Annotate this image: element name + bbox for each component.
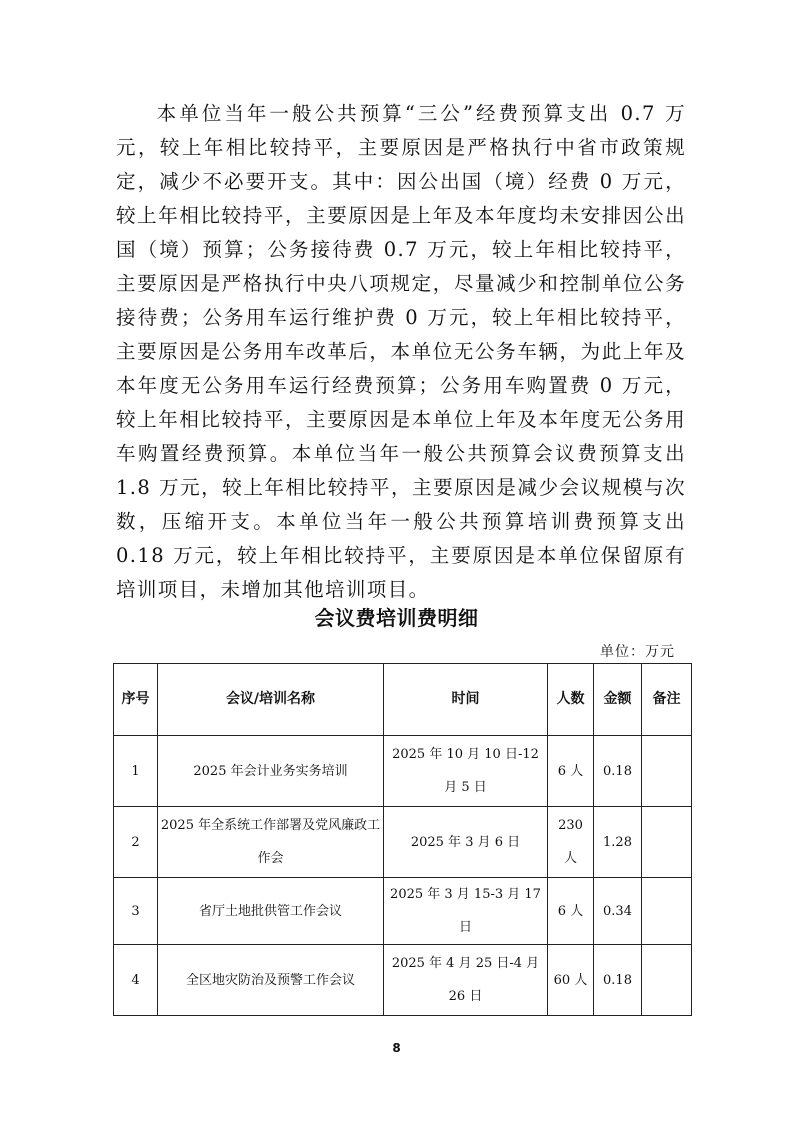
cell-remark: [642, 945, 692, 1016]
body-paragraph-text: 本单位当年一般公共预算“三公”经费预算支出 0.7 万元，较上年相比较持平，主要原因是严格执行中省市政策规定，减少不必要开支。其中：因公出国（境）经费 0 万元，较上年相比较持平，主要原因是上年及本年度均未安排因公出国（境）预算；公务接待费 0.7 万元，较上年相比较持平，主要原因是严格执行中央八项规定，尽量减少和控制单位公务接待费；公务用车运行维护费 0 万元，较上年相比较持平，主要原因是公务用车改革后，本单位无公务车辆，为此上年及本年度无公务用车运行经费预算；公务用车购置费 0 万元，较上年相比较持平，主要原因是本单位上年及本年度无公务用车购置经费预算。本单位当年一般公共预算会议费预算支出 1.8 万元，较上年相比较持平，主要原因是减少会议规模与次数，压缩开支。本单位当年一般公共预算培训费预算支出 0.18 万元，较上年相比较持平，主要原因是本单位保留原有培训项目，未增加其他培训项目。: [116, 102, 686, 601]
table-row: [114, 807, 692, 878]
page-number: 8: [392, 1041, 401, 1055]
table-row: [114, 878, 692, 945]
header-amount: 金额: [594, 664, 642, 736]
cell-time: 2025 年 4 月 25 日-4 月 26 日: [384, 945, 548, 1016]
cell-amount: 1.28: [594, 807, 642, 878]
header-name: 会议/培训名称: [158, 664, 384, 736]
header-count: 人数: [548, 664, 594, 736]
cell-amount: 0.18: [594, 736, 642, 807]
cell-index: 2: [114, 807, 158, 878]
cell-count: 60 人: [548, 945, 594, 1016]
meeting-training-table: [113, 663, 692, 1016]
header-time: 时间: [384, 664, 548, 736]
table-header-row: [114, 664, 692, 736]
cell-remark: [642, 807, 692, 878]
header-remark: 备注: [642, 664, 692, 736]
cell-time: 2025 年 10 月 10 日-12 月 5 日: [384, 736, 548, 807]
unit-label: 单位：万元: [600, 644, 675, 660]
cell-name: 省厅土地批供管工作会议: [158, 878, 384, 945]
cell-name: 全区地灾防治及预警工作会议: [158, 945, 384, 1016]
cell-count: 6 人: [548, 736, 594, 807]
cell-amount: 0.34: [594, 878, 642, 945]
cell-index: 4: [114, 945, 158, 1016]
cell-count: 230 人: [548, 807, 594, 878]
table-row: [114, 736, 692, 807]
cell-index: 3: [114, 878, 158, 945]
cell-remark: [642, 878, 692, 945]
cell-index: 1: [114, 736, 158, 807]
cell-name: 2025 年会计业务实务培训: [158, 736, 384, 807]
body-paragraph: [116, 97, 686, 607]
header-index: 序号: [114, 664, 158, 736]
cell-time: 2025 年 3 月 6 日: [384, 807, 548, 878]
table-title: 会议费培训费明细: [314, 606, 479, 630]
cell-amount: 0.18: [594, 945, 642, 1016]
cell-name: 2025 年全系统工作部署及党风廉政工作会: [158, 807, 384, 878]
cell-time: 2025 年 3 月 15-3 月 17 日: [384, 878, 548, 945]
cell-remark: [642, 736, 692, 807]
cell-count: 6 人: [548, 878, 594, 945]
table-row: [114, 945, 692, 1016]
